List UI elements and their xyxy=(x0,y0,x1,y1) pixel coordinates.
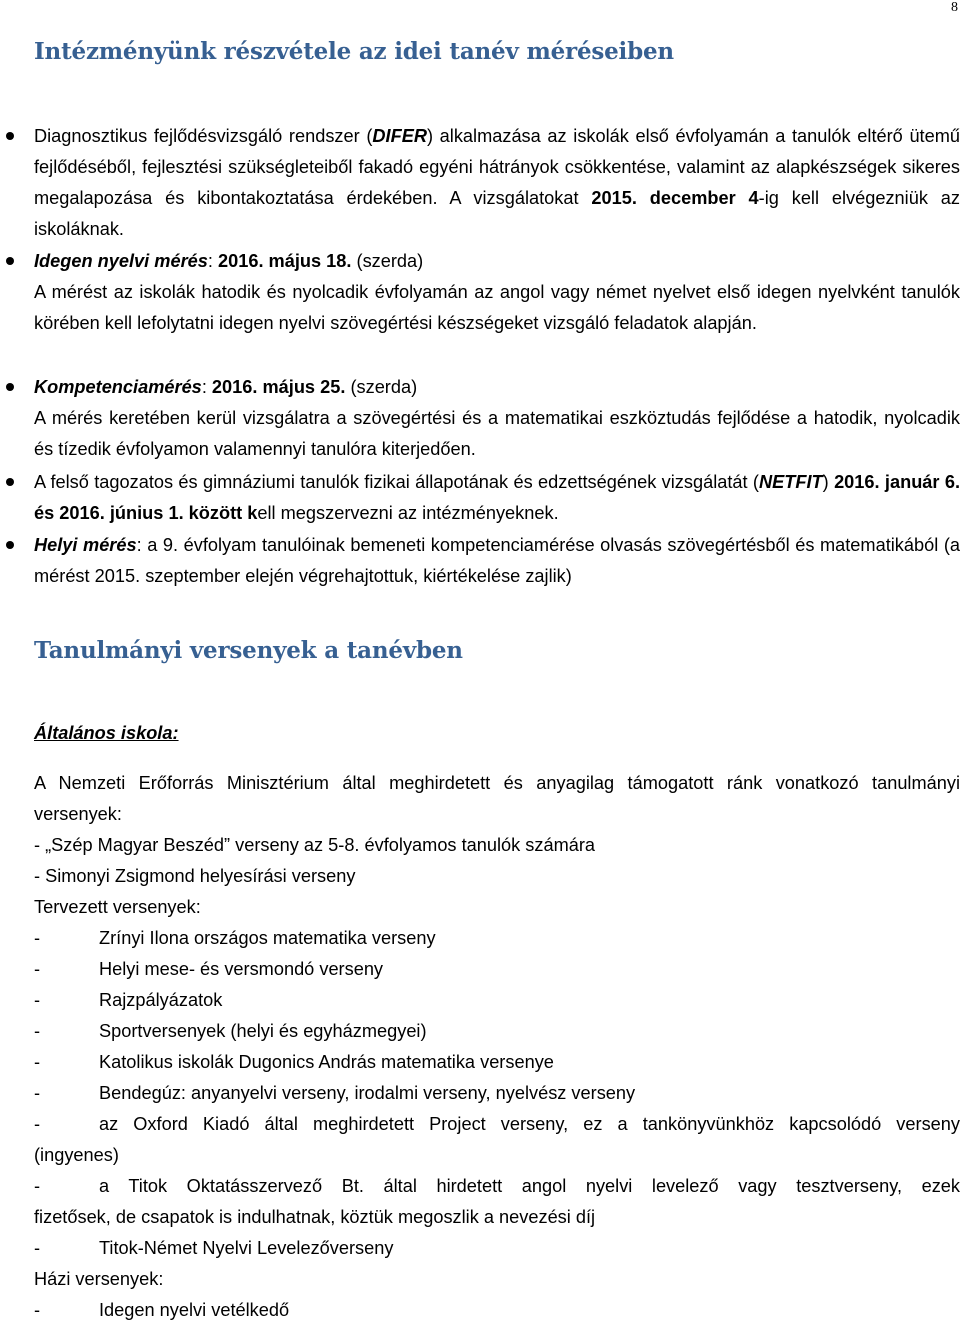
planned-item-titok-cont: fizetősek, de csapatok is indulhatnak, köztük megoszlik a nevezési díj xyxy=(34,1207,596,1227)
bullet-item-local-test: Helyi mérés: a 9. évfolyam tanulóinak bemeneti kompetenciamérése olvasás szövegértésből és matematikából (a mérést 2015. szeptember elején végrehajtottuk, kiértékelése zajlik) xyxy=(34,530,960,592)
bullet-icon xyxy=(6,132,14,140)
bullet-item-netfit: A felső tagozatos és gimnáziumi tanulók fizikai állapotának és edzettségének vizsgálatát (NETFIT) 2016. január 6. és 2016. június 1. között kell megszervezni az intézményeknek. xyxy=(34,467,960,529)
bullet-icon xyxy=(6,478,14,486)
page-number: 8 xyxy=(951,0,958,15)
bullet-icon xyxy=(6,257,14,265)
section-heading-measurements: Intézményünk részvétele az idei tanév méréseiben xyxy=(34,38,674,65)
bullet-item-difer: Diagnosztikus fejlődésvizsgáló rendszer (DIFER) alkalmazása az iskolák első évfolyamán a tanulók eltérő ütemű fejlődéséből, fejlesztési szükségleteiből fakadó egyéni hátrányok csökkentése, valamint az alapkészségek sikeres megalapozása és kibontakoztatása érdekében. A vizsgálatokat 2015. december 4-ig kell elvégezniük az iskoláknak. xyxy=(34,121,960,245)
bullet-icon xyxy=(6,541,14,549)
ministry-item-2: - Simonyi Zsigmond helyesírási verseny xyxy=(34,866,356,886)
house-label: Házi versenyek: xyxy=(34,1269,164,1289)
bullet-icon xyxy=(6,383,14,391)
bullet-item-competence-test: Kompetenciamérés: 2016. május 25. (szerda) A mérés keretében kerül vizsgálatra a szövegértési és a matematikai eszköztudás fejlődése a hatodik, nyolcadik és tízedik évfolyamon valamennyi tanulóra kiterjedően. xyxy=(34,372,960,465)
subheading-primary-school: Általános iskola: xyxy=(34,723,179,743)
intro-paragraph: A Nemzeti Erőforrás Minisztérium által meghirdetett és anyagilag támogatott ránk vonatkozó tanulmányi versenyek: xyxy=(34,773,960,824)
planned-label: Tervezett versenyek: xyxy=(34,897,201,917)
bullet-item-language-test: Idegen nyelvi mérés: 2016. május 18. (szerda) A mérést az iskolák hatodik és nyolcadik évfolyamán az angol vagy német nyelvet első idegen nyelvként tanulók körében kell lefolytatni idegen nyelvi szövegértési készségeket vizsgáló feladatok alapján. xyxy=(34,246,960,339)
section-heading-competitions: Tanulmányi versenyek a tanévben xyxy=(34,637,463,664)
ministry-item-1: - „Szép Magyar Beszéd” verseny az 5-8. évfolyamos tanulók számára xyxy=(34,835,596,855)
planned-item-oxford-cont: (ingyenes) xyxy=(34,1145,119,1165)
